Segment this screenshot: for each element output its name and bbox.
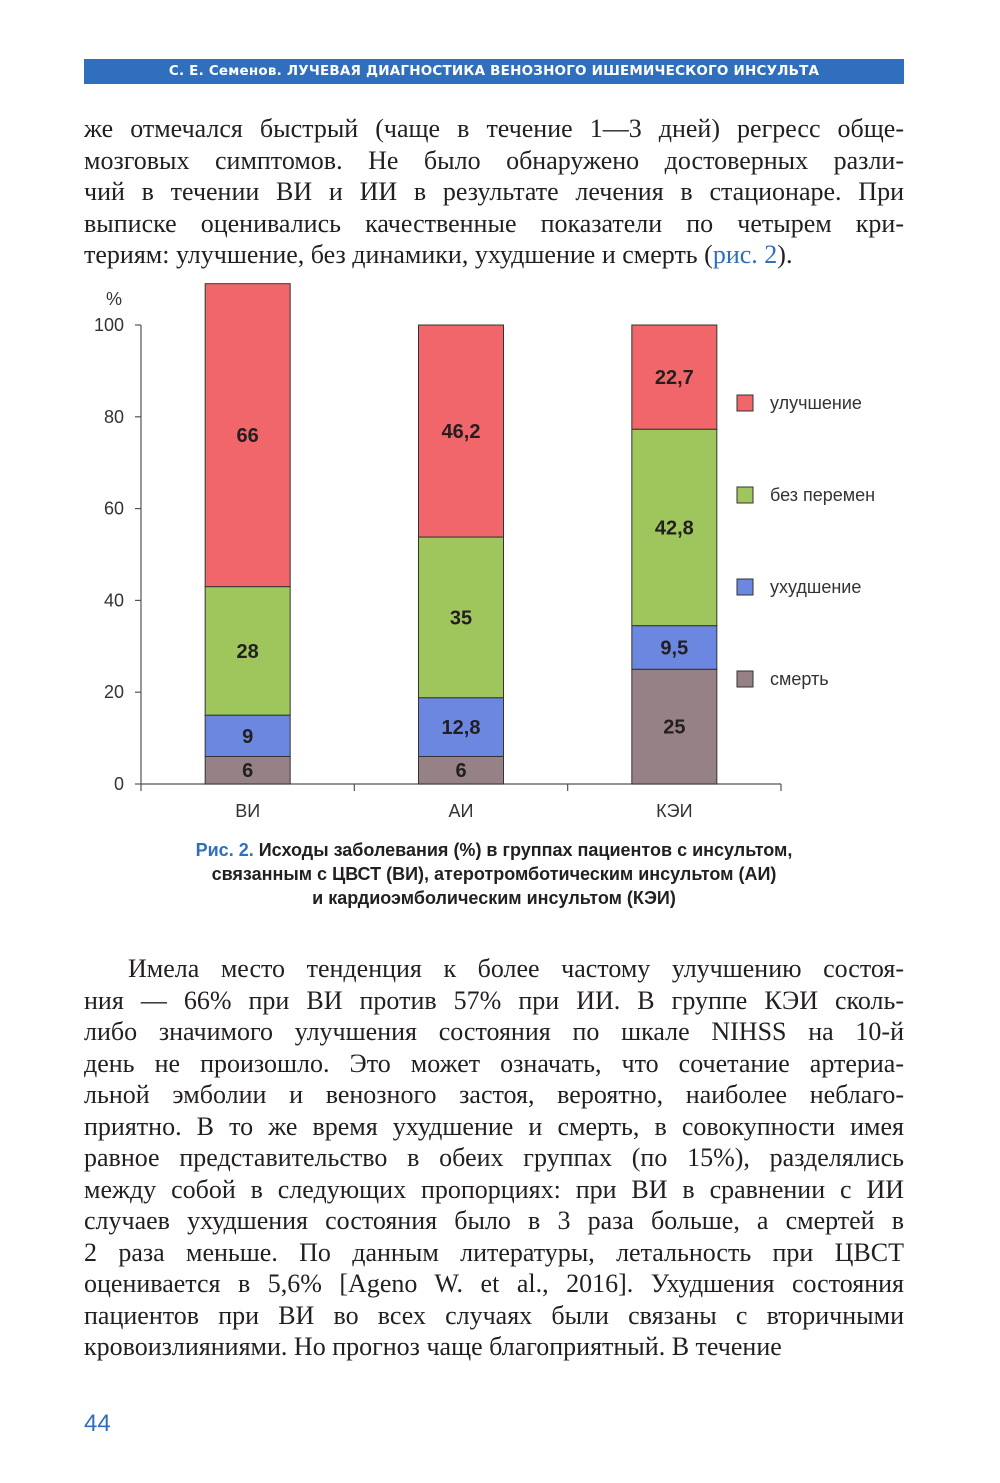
caption-line: связанным с ЦВСТ (ВИ), атеротромботическим инсультом (АИ): [211, 864, 777, 884]
caption-line: и кардиоэмболическим инсультом (КЭИ): [312, 888, 676, 908]
y-tick-label: 40: [103, 590, 124, 611]
text-line: же отмечался быстрый (чаще в течение 1—3 дней) регресс обще-: [84, 114, 904, 143]
paragraph-top: [84, 113, 904, 271]
y-tick-label: 100: [93, 315, 124, 335]
text-line: равное представительство в обеих группах (по 15%), разделялись: [84, 1143, 904, 1172]
y-axis-unit-label: %: [105, 289, 123, 309]
text-line: оценивается в 5,6% [Ageno W. et al., 2016]. Ухудшения состояния: [84, 1269, 904, 1298]
text-line: либо значимого улучшения состояния по шкале NIHSS на 10-й: [84, 1017, 904, 1046]
text-line: чий в течении ВИ и ИИ в результате лечения в стационаре. При: [84, 177, 904, 206]
text-line: льной эмболии и венозного застоя, вероятно, наиболее неблаго-: [84, 1080, 904, 1109]
page-number: 44: [84, 1410, 111, 1437]
x-category-label: АИ: [448, 801, 474, 821]
text-line: день не произошло. Это может означать, что сочетание артериа-: [84, 1048, 904, 1078]
bar-value-label: 25: [663, 716, 686, 739]
legend-swatch: [737, 579, 753, 595]
legend-swatch: [737, 671, 753, 687]
x-category-label: КЭИ: [656, 801, 693, 821]
legend-label: без перемен: [770, 485, 876, 505]
running-header: С. Е. Семенов. ЛУЧЕВАЯ ДИАГНОСТИКА ВЕНОЗНОГО ИШЕМИЧЕСКОГО ИНСУЛЬТА: [84, 59, 904, 84]
bar-value-label: 12,8: [441, 717, 481, 740]
legend-label: ухудшение: [770, 577, 862, 597]
text-line: случаев ухудшения состояния было в 3 раза больше, а смертей в: [84, 1206, 904, 1235]
paragraph-bottom: [84, 953, 904, 1363]
bar-value-label: 35: [449, 607, 473, 630]
caption-text: Исходы заболевания (%) в группах пациентов с инсультом,: [258, 840, 793, 860]
caption-label: Рис. 2.: [195, 840, 254, 860]
text-line: мозговых симптомов. Не было обнаружено достоверных разли-: [84, 145, 904, 175]
bar-value-label: 6: [242, 760, 254, 783]
bar-value-label: 28: [236, 640, 259, 663]
text-line: кровоизлияниями. Но прогноз чаще благоприятный. В течение: [84, 1332, 782, 1361]
text-line: выписке оценивались качественные показатели по четырем кри-: [84, 208, 904, 238]
legend-label: смерть: [770, 669, 829, 689]
text-line: пациентов при ВИ во всех случаях были связаны с вторичными: [84, 1300, 904, 1330]
bar-value-label: 42,8: [654, 517, 694, 540]
text-line: ния — 66% при ВИ против 57% при ИИ. В группе КЭИ сколь-: [84, 985, 904, 1015]
bar-value-label: 46,2: [441, 421, 481, 444]
figure-reference-link[interactable]: рис. 2: [712, 240, 778, 269]
y-tick-label: 20: [103, 682, 124, 703]
text-line: приятно. В то же время ухудшение и смерть, в совокупности имея: [84, 1111, 904, 1141]
text-line-start: териям: улучшение, без динамики, ухудшение и смерть (: [84, 240, 713, 269]
text-line: 2 раза меньше. По данным литературы, летальность при ЦВСТ: [84, 1237, 904, 1267]
text-line-end: ).: [777, 240, 793, 269]
figure-caption: [84, 838, 904, 910]
bar-value-label: 9,5: [660, 637, 689, 660]
legend-label: улучшение: [770, 393, 862, 413]
legend-swatch: [737, 395, 753, 411]
bar-value-label: 9: [242, 725, 254, 748]
bar-value-label: 6: [455, 760, 467, 783]
bar-value-label: 22,7: [654, 367, 694, 390]
stacked-bar-chart: [84, 280, 914, 830]
text-line: [84, 239, 904, 271]
bar-value-label: 66: [236, 425, 259, 448]
text-line: между собой в следующих пропорциях: при ВИ в сравнении с ИИ: [84, 1174, 904, 1204]
y-tick-label: 0: [113, 774, 124, 794]
y-tick-label: 80: [103, 406, 124, 427]
y-tick-label: 60: [103, 498, 124, 519]
caption-line: [84, 838, 904, 862]
legend-swatch: [737, 487, 753, 503]
text-line: Имела место тенденция к более частому улучшению состоя-: [128, 954, 904, 983]
x-category-label: ВИ: [235, 801, 261, 821]
